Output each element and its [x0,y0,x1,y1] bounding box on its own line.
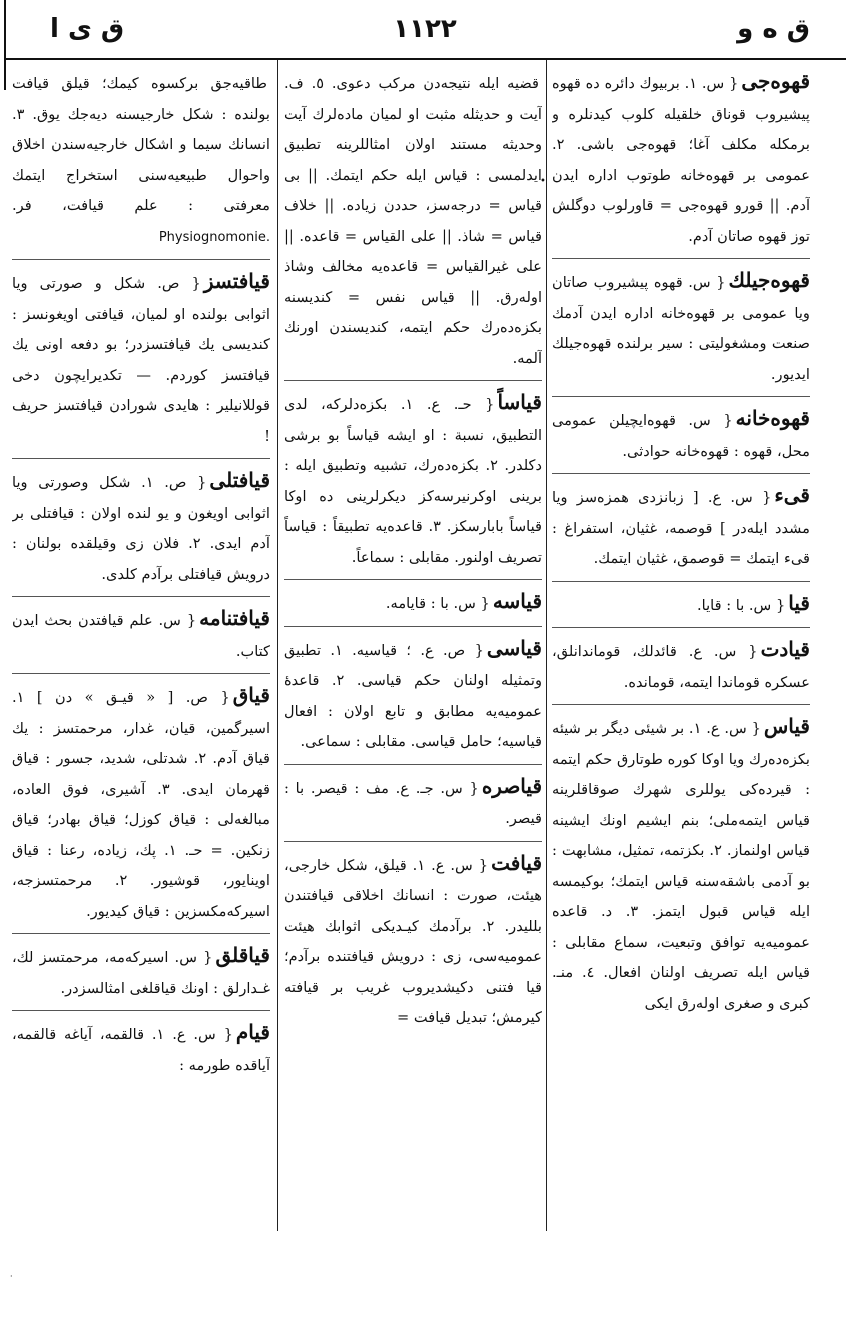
header-left-letters: ق ى ا [50,14,125,44]
header-divider [4,58,846,60]
entry [284,586,542,627]
entry-headword: قيام [235,1020,270,1044]
entry-definition: { ص. شكل و صورتى ويا اثوابى بولنده او لميان، قيافتى اويغونسز : كنديسى يك قيافتسزدر؛ بو دفعه اونى يك قيافتسز كوردم. — تكديرايچون دخى قوللانيلير : هايدى شورادن قيافتسز حريف ! [12,275,270,445]
entry [552,480,810,582]
entry-headword [267,69,270,93]
entry [12,1017,270,1087]
entry-headword: قيادت [760,637,810,661]
column-right [552,66,810,1228]
entry [552,66,810,259]
entry [12,940,270,1011]
entry-headword: قياساً [497,390,542,414]
latin-term: Physiognomonie. [158,229,270,245]
entry [284,848,542,1040]
page-header [10,10,840,54]
entry [552,403,810,474]
column-middle [284,66,542,1228]
entry [552,588,810,629]
entry [284,771,542,842]
entry-definition: { ص. ع. ؛ قياسيه. ١. تطبيق وتمثيله اولنان حكم قياسى. ٢. قاعدۀ عموميه‌يه مطابق و تابع اولان : افعال قياسيه؛ حامل قياسى. مقابلى : سماعى. [284,641,542,750]
column-divider-right [546,60,547,1231]
entry-definition: قضيه ايله نتيجه‌دن مركب دعوى. ٥. ف. آيت و حديثله مثبت او لميان ماده‌لرك آيت وحديثه مستند اولان امثاللرينه تطبيق ايدلمسى : قياس ايله حكم ايتمك. || بى قياس = درجه‌سز، حددن زياده. || خلاف قياس = شاذ. || على القياس = قاعده. || على غيرالقياس = قاعده‌يه مخالف وشاذ اوله‌رق. || قياس نفس = كنديسنه بكزه‌ده‌رك حكم ايتمه، كنديسندن اورنك آلمه. [284,75,542,367]
entry-headword: قياسى [486,635,542,660]
entry-definition: { س. با : قايا. [697,596,786,614]
entry [12,680,270,934]
entry [284,66,542,381]
entry-headword: قيافتلى [209,468,270,492]
scan-speck: · [10,1272,13,1281]
entry-definition: { س. ع. قائدلك، قوماندانلق، عسكره قوماندا ايتمه، قومانده. [552,643,810,691]
entry-headword: قياقلق [215,943,270,967]
entry-headword: قياس [763,714,810,738]
entry [284,387,542,580]
entry-headword: قياصره [481,773,542,798]
entry-definition: { س. ع. [ زبانزدى همزه‌سز ويا مشدد ايله‌در ] قوصمه، غثيان، استفراغ : قىء ايتمك = قوصمق، غثيان ايتمك. [552,489,810,567]
entry-definition: { ص. [ « قيـق » دن ] ١. اسيرگمين، قيان، غدار، مرحمتسز : يك قياق آدم. ٢. شدتلى، شديد، جسور : قياق قهرمان ايدى. ٣. آشيرى، فوق العاده، مبالغه‌لى : قياق كوزل؛ قياق بهادر؛ قياق زنكين. = حـ. ١. پك، زياده، رعنا : قياق اوينايور، قوشيور. ٢. مرحمتسزجه، اسيركه‌مكسزين : قياق كيديور. [12,689,270,920]
entry-definition: { حـ. ع. ١. بكزه‌دلركه، لدى التطبيق، نسبة : او ايشه قياساً بو برشى دكلدر. ٢. بكزه‌ده‌رك، تشبيه وتطبيق ايله : برينى اوكرنيرسه‌كز ديكرلرينى ده اوكا قياساً بابارسكز. ٣. قاعده‌يه تطبيقاً : قياساً تصريف اولنور. مقابلى : سماعاً. [284,396,542,566]
entry-definition: { س. ع. ١. بر شيئى ديگر بر شيئه بكزه‌ده‌رك ويا اوكا كوره طوتارق حكم ايتمه : قيرده‌كى يوللرى شهرك صوقاقلرينه قياس ايتمه‌ملى؛ بنم ايشيم اونك ايشينه قياس اولنماز. ٢. بكزتمه، تمثيل، مشابهت : بو آدمى باشقه‌سنه قياس ايتمك؛ بوكيمسه ايله قياس قبول ايتمز. ٣. د. قاعده عموميه‌يه توافق وتبعيت، سماع مقابلى : قياس ايله تصريف اولنان افعال. ٤. منـ. كبرى و صغرى اوله‌رق ايكى [552,720,810,1012]
entry-headword: قهوه‌جيلك [728,268,810,292]
entry [284,633,542,765]
entry-definition: { س. قهوه پيشيروب صاتان ويا عمومى بر قهوه‌خانه اداره ايدن آدمك صنعت ومشغوليتى : سير برلنده قهوه‌جيلك ايديور. [552,274,810,383]
column-left [12,66,270,1228]
entry [552,265,810,397]
entry-definition: طاقيه‌جق بركسوه كيمك؛ قيلق قيافت بولنده : شكل خارجيسنه ديه‌جك يوق. ٣. انسانك سيما و اشكال خارجيه‌سندن اخلاق واحوال طبيعيه‌سنى استخراج ايتمك معرفتى : علم قيافت، فر. [12,75,270,214]
entry-headword: قهوه‌جى [741,69,810,93]
entry-definition: { س. اسيركه‌مه، مرحمتسز لك، غـدارلق : اونك قياقلغى امثالسزدر. [12,949,270,997]
entry-definition: { س. ١. بربيوك دائره ده قهوه پيشيروب قوناق خلقيله كلوب كيدنلره و برمكله مكلف آغا؛ قهوه‌جى باشى. ٢. عمومى بر قهوه‌خانه طوتوب اداره ايدن آدم. || قورو قهوه‌جى = قاورلوب دوگلش توز قهوه صاتان آدم. [552,75,810,245]
column-divider-left [277,60,278,1231]
entry-definition: { س. با : قايامه. [385,595,490,612]
entry [12,465,270,597]
entry-definition: { س. ع. ١. قيلق، شكل خارجى، هيئت، صورت : انسانك اخلاقى قيافتندن بلليدر. ٢. برآدمك كيـديكى اثوابك هيئت عموميه‌سى، زى : درويش قيافتنده برآدم؛ قيا فتنى دكيشديروب غريب بر قيافته كيرمش؛ تبديل قيافت = [284,856,542,1026]
header-right-letters: ق ه و [737,14,810,44]
entry [12,266,270,459]
entry-definition: { ص. ١. شكل وصورتى ويا اثوابى اويغون و يو لنده اولان : قيافتلى بر آدم ايدى. ٢. فلان زى وقيلقده بولنان : درويش قيافتلى برآدم كلدى. [12,474,270,583]
entry [552,711,810,1025]
page-edge-line [4,0,6,90]
entry-definition: { س. ع. ١. قالقمه، آياغه قالقمه، آياقده طورمه : [12,1026,270,1074]
entry-headword [539,69,542,93]
entry-headword: قهوه‌خانه [735,406,810,430]
entry [552,634,810,705]
entry-headword: قيا [788,590,810,615]
entry-headword: قيافتنامه [199,606,270,630]
entry-headword: قيافت [491,850,542,875]
entry-definition: { س. جـ. ع. مف : قيصر. با : قيصر. [284,779,542,827]
entry-definition: { س. قهوه‌ايچيلن عمومى محل، قهوه : قهوه‌خانه حوادثى. [552,412,810,460]
page-number: ١١٢٢ [393,14,457,44]
entry-headword: قىء [774,483,810,507]
entry-headword: قياق [232,683,270,707]
entry-headword: قياسه [492,589,542,613]
entry [12,66,270,260]
stray-mark: • [540,176,546,187]
entry-headword: قيافتسز [203,269,270,293]
entry [12,603,270,674]
entry-definition: { س. علم قيافتدن بحث ايدن كتاب. [12,612,270,660]
